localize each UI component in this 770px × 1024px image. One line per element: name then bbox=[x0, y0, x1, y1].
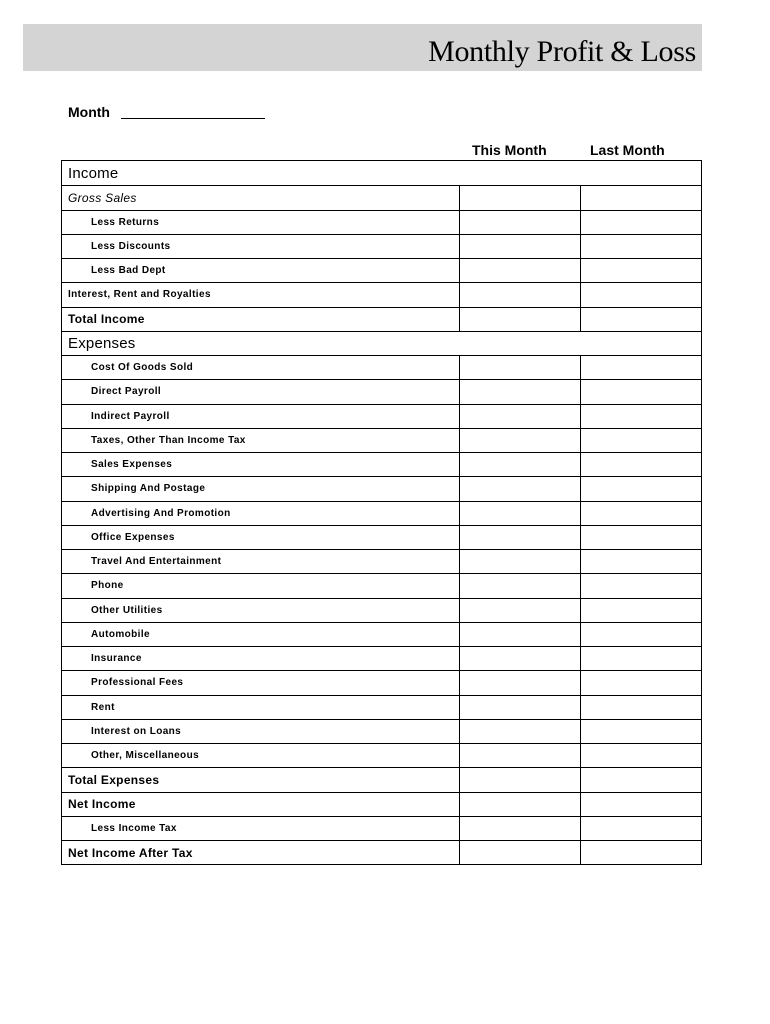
last-month-cell[interactable] bbox=[580, 696, 701, 719]
row-label: Other Utilities bbox=[91, 604, 163, 616]
last-month-cell[interactable] bbox=[580, 477, 701, 500]
last-month-cell[interactable] bbox=[580, 744, 701, 767]
row-label: Less Income Tax bbox=[91, 822, 177, 834]
last-month-cell[interactable] bbox=[580, 720, 701, 743]
last-month-cell[interactable] bbox=[580, 526, 701, 549]
this-month-cell[interactable] bbox=[459, 574, 580, 597]
this-month-cell[interactable] bbox=[459, 647, 580, 670]
row-label: Office Expenses bbox=[91, 531, 175, 543]
last-month-cell[interactable] bbox=[580, 356, 701, 379]
column-header-this-month: This Month bbox=[472, 142, 547, 158]
profit-loss-table bbox=[61, 160, 702, 865]
table-row bbox=[62, 743, 701, 767]
this-month-cell[interactable] bbox=[459, 405, 580, 428]
row-label: Taxes, Other Than Income Tax bbox=[91, 434, 246, 446]
row-label: Cost Of Goods Sold bbox=[91, 362, 194, 374]
last-month-cell[interactable] bbox=[580, 671, 701, 694]
last-month-cell[interactable] bbox=[580, 623, 701, 646]
this-month-cell[interactable] bbox=[459, 696, 580, 719]
row-label: Net Income After Tax bbox=[68, 845, 193, 860]
column-header-last-month: Last Month bbox=[590, 142, 665, 158]
table-row bbox=[62, 670, 701, 694]
row-label: Sales Expenses bbox=[91, 459, 173, 471]
net-income-row bbox=[62, 792, 701, 816]
last-month-cell[interactable] bbox=[580, 550, 701, 573]
last-month-cell[interactable] bbox=[580, 429, 701, 452]
expenses-heading: Expenses bbox=[68, 334, 136, 352]
this-month-cell[interactable] bbox=[459, 186, 580, 209]
table-row bbox=[62, 476, 701, 500]
table-row bbox=[62, 404, 701, 428]
row-label: Phone bbox=[91, 580, 124, 592]
this-month-cell[interactable] bbox=[459, 841, 580, 864]
last-month-cell[interactable] bbox=[580, 259, 701, 282]
this-month-cell[interactable] bbox=[459, 453, 580, 476]
table-row bbox=[62, 622, 701, 646]
month-field[interactable] bbox=[121, 118, 265, 119]
last-month-cell[interactable] bbox=[580, 817, 701, 840]
row-label: Insurance bbox=[91, 653, 142, 665]
row-label: Interest, Rent and Royalties bbox=[68, 289, 211, 301]
last-month-cell[interactable] bbox=[580, 186, 701, 209]
row-label: Less Bad Dept bbox=[91, 265, 166, 277]
total-income-row bbox=[62, 307, 701, 331]
table-row bbox=[62, 234, 701, 258]
title-bar bbox=[23, 24, 702, 71]
this-month-cell[interactable] bbox=[459, 599, 580, 622]
row-label: Automobile bbox=[91, 628, 150, 640]
this-month-cell[interactable] bbox=[459, 768, 580, 791]
table-row bbox=[62, 816, 701, 840]
this-month-cell[interactable] bbox=[459, 526, 580, 549]
this-month-cell[interactable] bbox=[459, 671, 580, 694]
table-row bbox=[62, 525, 701, 549]
table-row bbox=[62, 695, 701, 719]
this-month-cell[interactable] bbox=[459, 502, 580, 525]
expenses-section-header bbox=[62, 331, 701, 355]
row-label: Shipping And Postage bbox=[91, 483, 206, 495]
row-label: Direct Payroll bbox=[91, 386, 162, 398]
this-month-cell[interactable] bbox=[459, 720, 580, 743]
row-label: Other, Miscellaneous bbox=[91, 750, 200, 762]
row-label: Gross Sales bbox=[68, 190, 137, 205]
last-month-cell[interactable] bbox=[580, 235, 701, 258]
this-month-cell[interactable] bbox=[459, 744, 580, 767]
income-section-header bbox=[62, 161, 701, 185]
last-month-cell[interactable] bbox=[580, 405, 701, 428]
table-row bbox=[62, 210, 701, 234]
row-label: Less Returns bbox=[91, 216, 160, 228]
this-month-cell[interactable] bbox=[459, 235, 580, 258]
table-row bbox=[62, 379, 701, 403]
table-row bbox=[62, 501, 701, 525]
this-month-cell[interactable] bbox=[459, 817, 580, 840]
this-month-cell[interactable] bbox=[459, 550, 580, 573]
table-row bbox=[62, 355, 701, 379]
table-row bbox=[62, 185, 701, 209]
last-month-cell[interactable] bbox=[580, 308, 701, 331]
this-month-cell[interactable] bbox=[459, 380, 580, 403]
table-row bbox=[62, 646, 701, 670]
this-month-cell[interactable] bbox=[459, 793, 580, 816]
table-row bbox=[62, 573, 701, 597]
table-row bbox=[62, 428, 701, 452]
row-label: Rent bbox=[91, 701, 115, 713]
table-row bbox=[62, 258, 701, 282]
this-month-cell[interactable] bbox=[459, 623, 580, 646]
row-label: Net Income bbox=[68, 797, 136, 812]
this-month-cell[interactable] bbox=[459, 283, 580, 306]
page-title: Monthly Profit & Loss bbox=[428, 35, 696, 68]
table-row bbox=[62, 598, 701, 622]
row-label: Professional Fees bbox=[91, 677, 184, 689]
last-month-cell[interactable] bbox=[580, 793, 701, 816]
last-month-cell[interactable] bbox=[580, 599, 701, 622]
last-month-cell[interactable] bbox=[580, 283, 701, 306]
table-row bbox=[62, 452, 701, 476]
net-income-after-tax-row bbox=[62, 840, 701, 864]
last-month-cell[interactable] bbox=[580, 647, 701, 670]
table-row bbox=[62, 282, 701, 306]
this-month-cell[interactable] bbox=[459, 308, 580, 331]
this-month-cell[interactable] bbox=[459, 259, 580, 282]
month-label: Month bbox=[68, 104, 110, 120]
this-month-cell[interactable] bbox=[459, 356, 580, 379]
row-label: Total Income bbox=[68, 312, 145, 327]
last-month-cell[interactable] bbox=[580, 453, 701, 476]
this-month-cell[interactable] bbox=[459, 429, 580, 452]
last-month-cell[interactable] bbox=[580, 768, 701, 791]
row-label: Interest on Loans bbox=[91, 725, 182, 737]
income-heading: Income bbox=[68, 164, 119, 182]
table-row bbox=[62, 549, 701, 573]
last-month-cell[interactable] bbox=[580, 211, 701, 234]
row-label: Less Discounts bbox=[91, 240, 171, 252]
row-label: Advertising And Promotion bbox=[91, 507, 231, 519]
this-month-cell[interactable] bbox=[459, 211, 580, 234]
last-month-cell[interactable] bbox=[580, 380, 701, 403]
last-month-cell[interactable] bbox=[580, 502, 701, 525]
last-month-cell[interactable] bbox=[580, 841, 701, 864]
row-label: Travel And Entertainment bbox=[91, 556, 222, 568]
total-expenses-row bbox=[62, 767, 701, 791]
last-month-cell[interactable] bbox=[580, 574, 701, 597]
row-label: Total Expenses bbox=[68, 772, 160, 787]
table-row bbox=[62, 719, 701, 743]
this-month-cell[interactable] bbox=[459, 477, 580, 500]
row-label: Indirect Payroll bbox=[91, 410, 170, 422]
